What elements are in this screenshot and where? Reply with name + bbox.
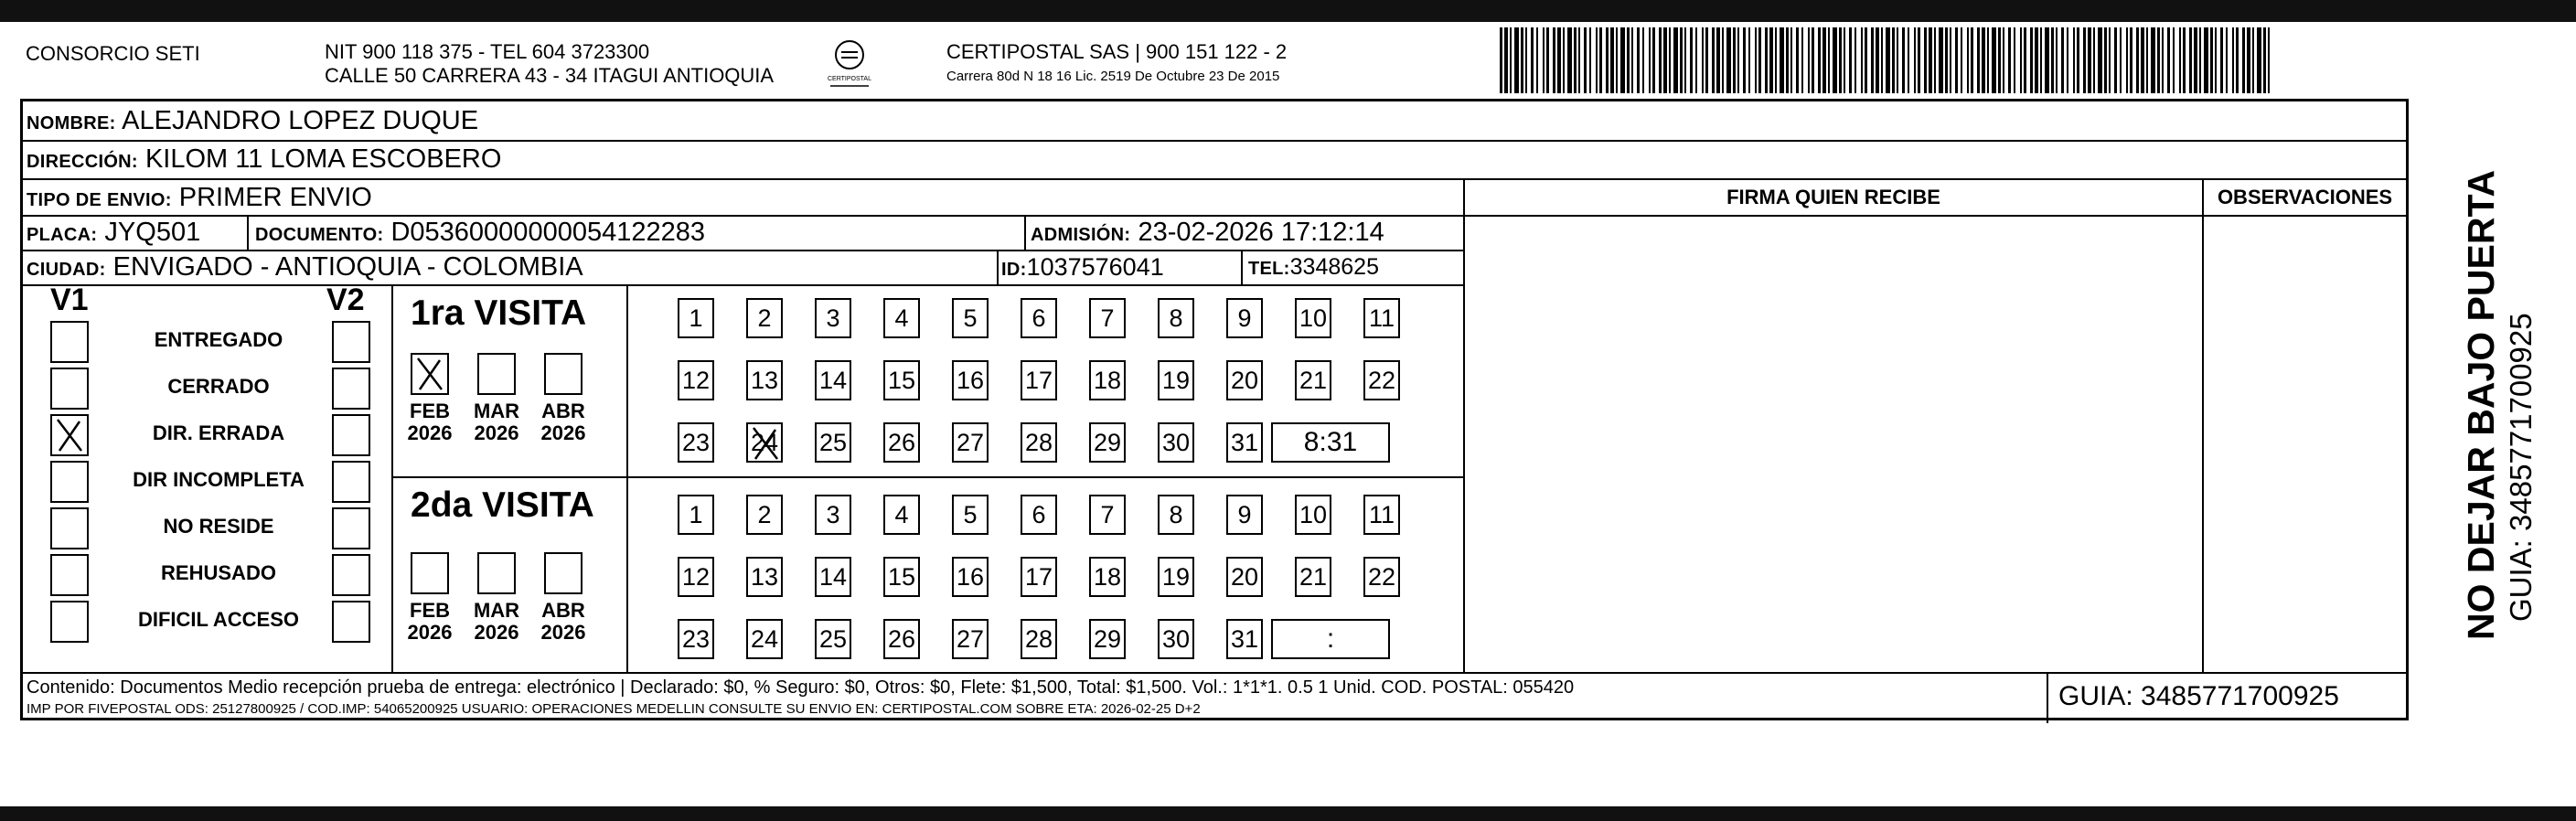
day-cell: 18 bbox=[1089, 360, 1126, 400]
month-checkbox bbox=[411, 552, 449, 594]
v2-checkbox bbox=[332, 601, 370, 643]
time-box: 8:31 bbox=[1271, 422, 1390, 463]
day-cell: 13 bbox=[746, 360, 783, 400]
documento-label: DOCUMENTO: bbox=[255, 225, 384, 245]
day-cell: 22 bbox=[1363, 360, 1400, 400]
month-checkbox bbox=[477, 353, 516, 395]
firma-header: FIRMA QUIEN RECIBE bbox=[1726, 186, 1940, 208]
admision-label: ADMISIÓN: bbox=[1031, 225, 1131, 245]
day-cell: 26 bbox=[883, 422, 920, 463]
v1-checkbox bbox=[50, 507, 89, 549]
direccion-label: DIRECCIÓN: bbox=[27, 152, 138, 172]
tel-label: TEL: bbox=[1248, 259, 1290, 279]
day-cell: 23 bbox=[678, 422, 714, 463]
ciudad-value: ENVIGADO - ANTIOQUIA - COLOMBIA bbox=[112, 252, 583, 282]
day-cell: 3 bbox=[815, 298, 851, 338]
v2-checkbox bbox=[332, 461, 370, 503]
id-value: 1037576041 bbox=[1026, 253, 1164, 281]
day-cell: 1 bbox=[678, 298, 714, 338]
day-cell: 29 bbox=[1089, 619, 1126, 659]
day-cell: 30 bbox=[1158, 619, 1194, 659]
day-cell: 25 bbox=[815, 619, 851, 659]
top-border bbox=[0, 0, 2576, 22]
nombre-label: NOMBRE: bbox=[27, 113, 116, 133]
day-cell: 16 bbox=[952, 557, 989, 597]
v1-checkbox bbox=[50, 414, 89, 456]
certipostal-license: Carrera 80d N 18 16 Lic. 2519 De Octubre 23 De 2015 bbox=[946, 69, 1280, 84]
placa-row bbox=[27, 217, 200, 251]
month-checkbox bbox=[477, 552, 516, 594]
day-cell: 19 bbox=[1158, 360, 1194, 400]
day-cell: 9 bbox=[1226, 495, 1263, 535]
observaciones-header: OBSERVACIONES bbox=[2217, 186, 2393, 208]
company-name: CONSORCIO SETI bbox=[26, 42, 200, 65]
day-cell: 22 bbox=[1363, 557, 1400, 597]
v2-checkbox bbox=[332, 507, 370, 549]
documento-value: D05360000000054122283 bbox=[390, 218, 705, 247]
status-label: REHUSADO bbox=[161, 561, 276, 584]
day-cell: 4 bbox=[883, 495, 920, 535]
status-label: DIR. ERRADA bbox=[152, 421, 285, 444]
v2-checkbox bbox=[332, 554, 370, 596]
bottom-border bbox=[0, 806, 2576, 821]
footer-guia: GUIA: 3485771700925 bbox=[2058, 681, 2339, 711]
day-cell: 20 bbox=[1226, 360, 1263, 400]
second-visit-title: 2da VISITA bbox=[411, 485, 594, 525]
month-label: ABR 2026 bbox=[540, 400, 586, 444]
day-cell: 5 bbox=[952, 495, 989, 535]
month-label: MAR 2026 bbox=[473, 599, 520, 644]
v1-checkbox bbox=[50, 461, 89, 503]
day-cell: 14 bbox=[815, 360, 851, 400]
day-cell: 27 bbox=[952, 619, 989, 659]
month-checkbox bbox=[544, 353, 583, 395]
nombre-row bbox=[27, 105, 478, 139]
status-label: ENTREGADO bbox=[154, 328, 283, 351]
month-label: MAR 2026 bbox=[473, 400, 520, 444]
day-cell: 12 bbox=[678, 360, 714, 400]
v1-checkbox bbox=[50, 554, 89, 596]
v2-checkbox bbox=[332, 368, 370, 410]
day-cell: 15 bbox=[883, 360, 920, 400]
day-cell: 2 bbox=[746, 298, 783, 338]
day-cell: 30 bbox=[1158, 422, 1194, 463]
day-cell: 12 bbox=[678, 557, 714, 597]
day-cell: 11 bbox=[1363, 298, 1400, 338]
month-label: FEB 2026 bbox=[407, 400, 453, 444]
documento-row bbox=[255, 217, 705, 251]
tipo-row bbox=[27, 182, 372, 216]
first-visit-title: 1ra VISITA bbox=[411, 293, 587, 333]
certipostal-info: CERTIPOSTAL SAS | 900 151 122 - 2 bbox=[946, 40, 1288, 63]
day-cell: 26 bbox=[883, 619, 920, 659]
day-cell: 5 bbox=[952, 298, 989, 338]
admision-row bbox=[1031, 217, 1384, 251]
month-label: ABR 2026 bbox=[540, 599, 586, 644]
nombre-value: ALEJANDRO LOPEZ DUQUE bbox=[122, 106, 479, 135]
logo-text: CERTIPOSTAL bbox=[828, 76, 871, 82]
footer-imp: IMP POR FIVEPOSTAL ODS: 25127800925 / COD.IMP: 54065200925 USUARIO: OPERACIONES MEDELLIN CONSULTE SU ENVIO EN: CERTIPOSTAL.COM SOBRE ETA: 2026-02-25 D+2 bbox=[27, 701, 1201, 717]
day-cell: 1 bbox=[678, 495, 714, 535]
day-cell: 4 bbox=[883, 298, 920, 338]
status-label: DIR INCOMPLETA bbox=[133, 468, 305, 491]
day-cell: 3 bbox=[815, 495, 851, 535]
day-cell: 10 bbox=[1295, 298, 1331, 338]
day-cell: 6 bbox=[1021, 298, 1057, 338]
admision-value: 23-02-2026 17:12:14 bbox=[1138, 218, 1384, 247]
tel-value: 3348625 bbox=[1289, 254, 1379, 280]
day-cell: 21 bbox=[1295, 557, 1331, 597]
day-cell: 7 bbox=[1089, 298, 1126, 338]
day-cell: 17 bbox=[1021, 557, 1057, 597]
v1-checkbox bbox=[50, 321, 89, 363]
day-cell: 20 bbox=[1226, 557, 1263, 597]
v2-checkbox bbox=[332, 414, 370, 456]
v2-header: V2 bbox=[326, 283, 365, 317]
month-checkbox bbox=[544, 552, 583, 594]
footer-contenido: Contenido: Documentos Medio recepción prueba de entrega: electrónico | Declarado: $0, % Seguro: $0, Otros: $0, Flete: $1,500, Total: $1,500. Vol.: 1*1*1. 0.5 1 Unid. COD. POSTAL: 055420 bbox=[27, 677, 1575, 698]
v1-header: V1 bbox=[50, 283, 89, 317]
day-cell: 31 bbox=[1226, 422, 1263, 463]
day-cell: 14 bbox=[815, 557, 851, 597]
status-label: CERRADO bbox=[167, 375, 270, 398]
day-cell: 28 bbox=[1021, 422, 1057, 463]
day-cell: 24 bbox=[746, 619, 783, 659]
v1-checkbox bbox=[50, 368, 89, 410]
day-cell: 8 bbox=[1158, 495, 1194, 535]
day-cell: 17 bbox=[1021, 360, 1057, 400]
status-label: DIFICIL ACCESO bbox=[137, 608, 299, 631]
day-cell: 8 bbox=[1158, 298, 1194, 338]
day-cell: 13 bbox=[746, 557, 783, 597]
day-cell: 24 bbox=[746, 422, 783, 463]
day-cell: 7 bbox=[1089, 495, 1126, 535]
day-cell: 9 bbox=[1226, 298, 1263, 338]
company-address: CALLE 50 CARRERA 43 - 34 ITAGUI ANTIOQUIA bbox=[325, 64, 775, 87]
day-cell: 18 bbox=[1089, 557, 1126, 597]
tipo-value: PRIMER ENVIO bbox=[178, 183, 372, 212]
day-cell: 23 bbox=[678, 619, 714, 659]
placa-label: PLACA: bbox=[27, 225, 98, 245]
tel-row bbox=[1248, 251, 1379, 284]
day-cell: 29 bbox=[1089, 422, 1126, 463]
tipo-label: TIPO DE ENVIO: bbox=[27, 190, 172, 210]
day-cell: 21 bbox=[1295, 360, 1331, 400]
day-cell: 16 bbox=[952, 360, 989, 400]
ciudad-row bbox=[27, 251, 583, 285]
id-row bbox=[1001, 251, 1164, 285]
day-cell: 15 bbox=[883, 557, 920, 597]
time-box: : bbox=[1271, 619, 1390, 659]
v1-checkbox bbox=[50, 601, 89, 643]
certipostal-logo bbox=[825, 35, 874, 93]
status-label: NO RESIDE bbox=[163, 515, 274, 538]
placa-value: JYQ501 bbox=[104, 218, 201, 247]
direccion-value: KILOM 11 LOMA ESCOBERO bbox=[144, 144, 502, 174]
side-guia: GUIA: 3485771700925 bbox=[2504, 313, 2538, 622]
barcode bbox=[1500, 27, 2277, 93]
direccion-row bbox=[27, 144, 501, 177]
month-label: FEB 2026 bbox=[407, 599, 453, 644]
day-cell: 27 bbox=[952, 422, 989, 463]
delivery-form bbox=[20, 99, 2409, 720]
side-warning: NO DEJAR BAJO PUERTA bbox=[2460, 169, 2502, 640]
day-cell: 2 bbox=[746, 495, 783, 535]
day-cell: 6 bbox=[1021, 495, 1057, 535]
ciudad-label: CIUDAD: bbox=[27, 260, 106, 280]
id-label: ID: bbox=[1001, 260, 1027, 280]
day-cell: 31 bbox=[1226, 619, 1263, 659]
day-cell: 25 bbox=[815, 422, 851, 463]
day-cell: 19 bbox=[1158, 557, 1194, 597]
month-checkbox bbox=[411, 353, 449, 395]
company-nit: NIT 900 118 375 - TEL 604 3723300 bbox=[325, 40, 650, 63]
day-cell: 28 bbox=[1021, 619, 1057, 659]
day-cell: 11 bbox=[1363, 495, 1400, 535]
v2-checkbox bbox=[332, 321, 370, 363]
day-cell: 10 bbox=[1295, 495, 1331, 535]
